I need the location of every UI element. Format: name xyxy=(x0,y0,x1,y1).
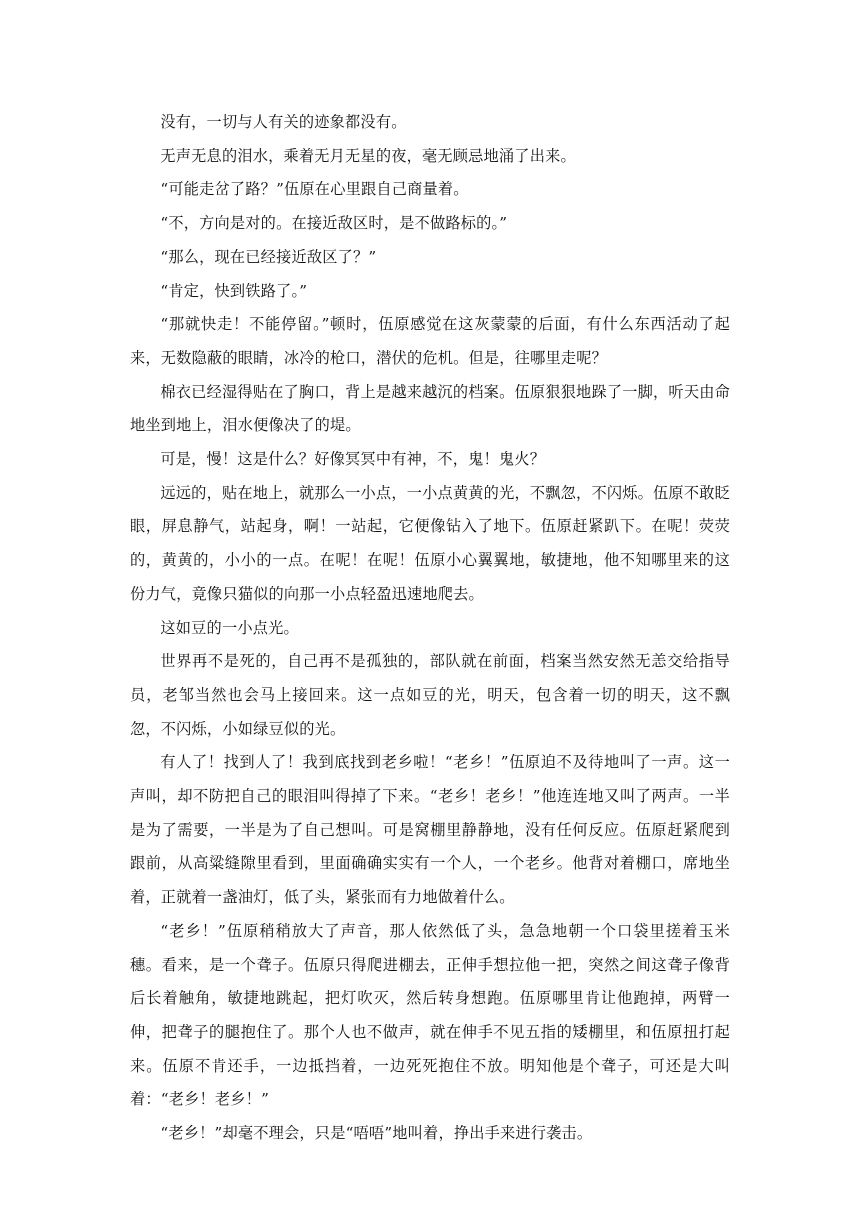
paragraph: 没有，一切与人有关的迹象都没有。 xyxy=(160,113,407,131)
paragraph: 有人了！找到人了！我到底找到老乡啦！“老乡！”伍原迫不及待地叫了一声。这一声叫，却不防把自己的眼泪叫得掉了下来。“老乡！老乡！”他连连地又叫了两声。一半是为了需要，一半是为了自己想叫。可是窝棚里静静地，没有任何反应。伍原赶紧爬到跟前，从高粱缝隙里看到，里面确确实实有一个人，一个老乡。他背对着棚口，席地坐着，正就着一盏油灯，低了头，紧张而有力地做着什么。 xyxy=(130,753,730,907)
paragraph: “老乡！”伍原稍稍放大了声音，那人依然低了头，急急地朝一个口袋里搓着玉米穗。看来，是一个聋子。伍原只得爬进棚去，正伸手想拉他一把，突然之间这聋子像背后长着触角，敏捷地跳起，把灯吹灭，然后转身想跑。伍原哪里肯让他跑掉，两臂一伸，把聋子的腿抱住了。那个人也不做声，就在伸手不见五指的矮棚里，和伍原扭打起来。伍原不肯还手，一边抵挡着，一边死死抱住不放。明知他是个聋子，可还是大叫着：“老乡！老乡！” xyxy=(130,921,730,1109)
paragraph: 棉衣已经湿得贴在了胸口，背上是越来越沉的档案。伍原狠狠地跺了一脚，听天由命地坐到地上，泪水便像决了的堤。 xyxy=(130,382,730,435)
paragraph: 无声无息的泪水，乘着无月无星的夜，毫无顾忌地涌了出来。 xyxy=(160,146,576,165)
paragraph: “老乡！”却毫不理会，只是“唔唔”地叫着，挣出手来进行袭击。 xyxy=(160,1124,593,1143)
paragraph: “肯定，快到铁路了。” xyxy=(160,281,308,300)
paragraph: 这如豆的一小点光。 xyxy=(160,618,299,637)
paragraph: “可能走岔了路？”伍原在心里跟自己商量着。 xyxy=(160,180,469,199)
paragraph: “那就快走！不能停留。”顿时，伍原感觉在这灰蒙蒙的后面，有什么东西活动了起来，无数隐蔽的眼睛，冰冷的枪口，潜伏的危机。但是，往哪里走呢？ xyxy=(130,315,730,367)
paragraph: “那么，现在已经接近敌区了？” xyxy=(160,247,377,266)
paragraph: “不，方向是对的。在接近敌区时，是不做路标的。” xyxy=(160,214,508,233)
paragraph: 可是，慢！这是什么？好像冥冥中有神，不，鬼！鬼火？ xyxy=(160,450,546,469)
story-text xyxy=(130,106,730,1151)
paragraph: 远远的，贴在地上，就那么一小点，一小点黄黄的光，不飘忽，不闪烁。伍原不敢眨眼，屏息静气，站起身，啊！一站起，它便像钻入了地下。伍原赶紧趴下。在呢！荧荧的，黄黄的，小小的一点。在呢！在呢！伍原小心翼翼地，敏捷地，他不知哪里来的这份力气，竟像只猫似的向那一小点轻盈迅速地爬去。 xyxy=(130,483,730,603)
paragraph: 世界再不是死的，自己再不是孤独的，部队就在前面，档案当然安然无恙交给指导员，老邹当然也会马上接回来。这一点如豆的光，明天，包含着一切的明天，这不飘忽，不闪烁，小如绿豆似的光。 xyxy=(130,652,730,738)
